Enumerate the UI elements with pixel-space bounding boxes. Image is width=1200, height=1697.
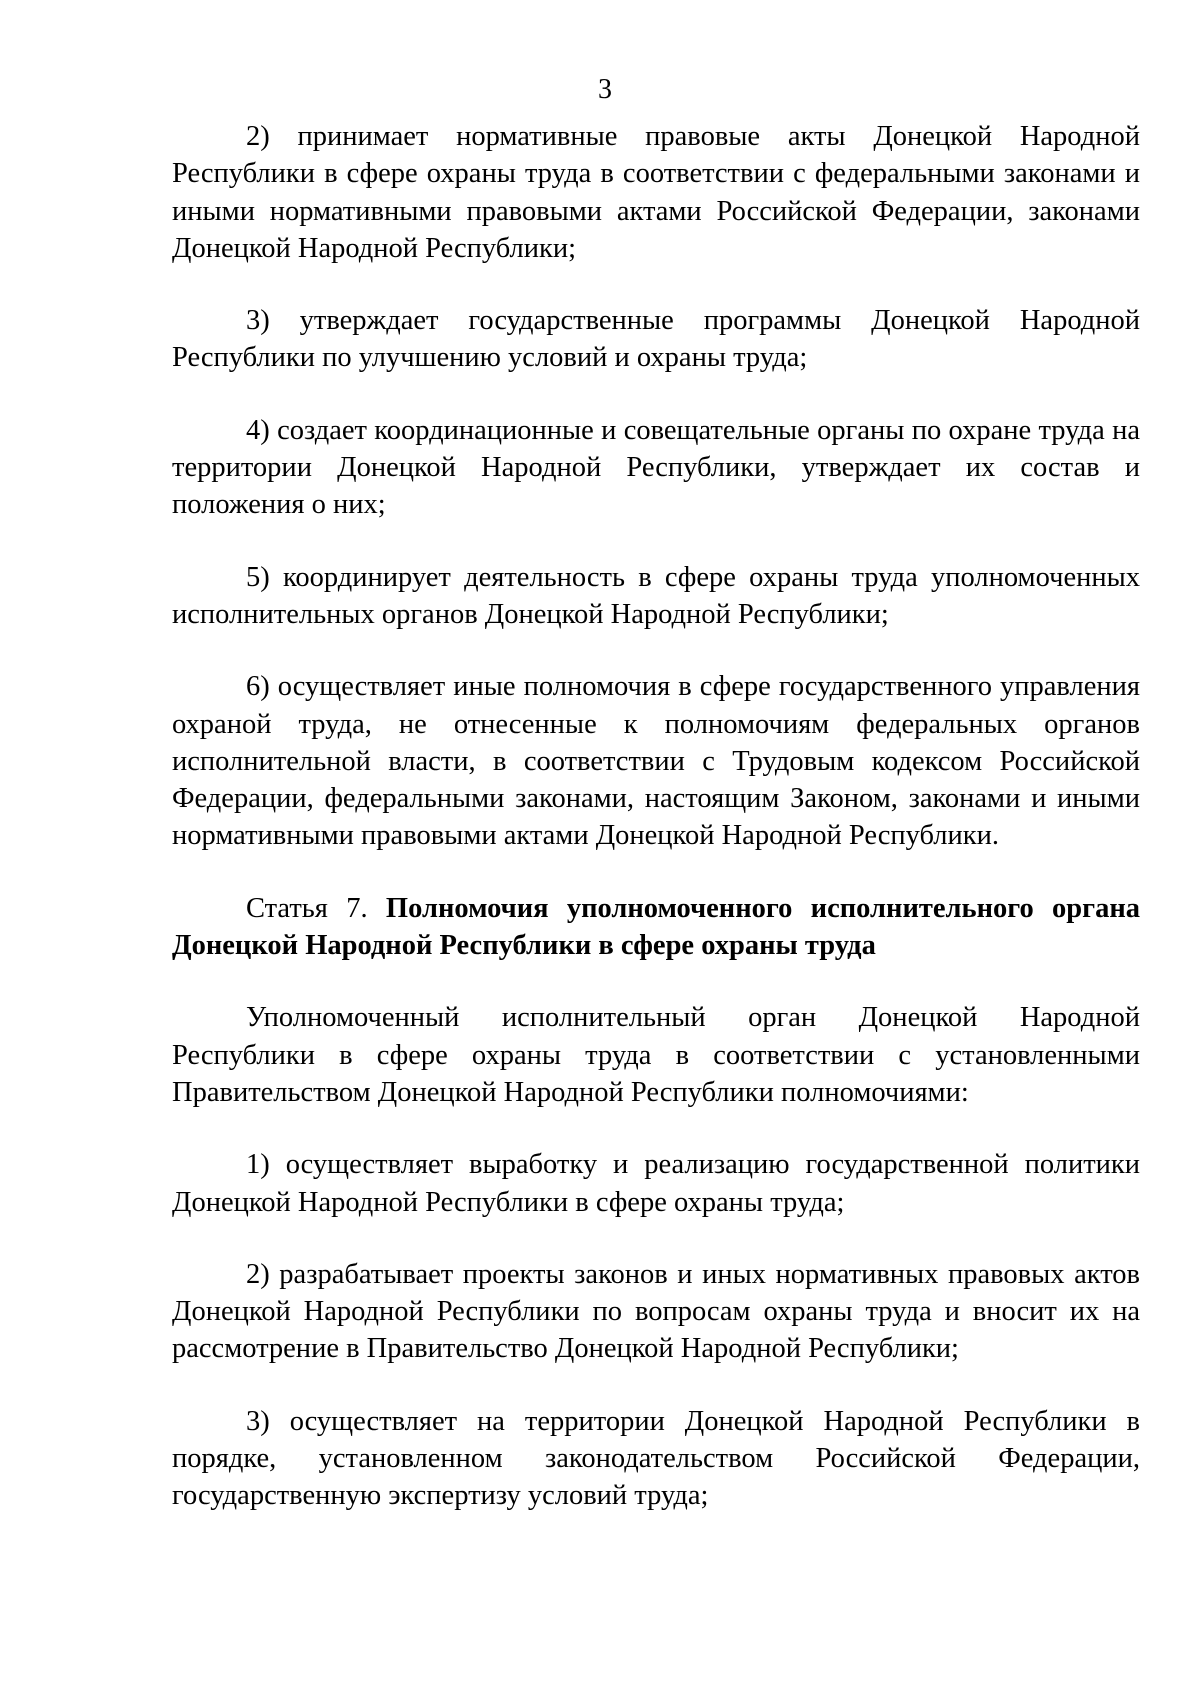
page-number: 3 [598,74,612,105]
article-intro-paragraph: Уполномоченный исполнительный орган Донецкой Народной Республики в сфере охраны труда в соответствии с установленными Правительством Донецкой Народной Республики полномочиями: [172,1002,1140,1108]
article-item-2: 2) разрабатывает проекты законов и иных нормативных правовых актов Донецкой Народной Республики по вопросам охраны труда и вносит их на рассмотрение в Правительство Донецкой Народной Республики; [172,1258,1140,1365]
paragraph-item-3: 3) утверждает государственные программы Донецкой Народной Республики по улучшению условий и охраны труда; [172,305,1140,374]
article-item-1: 1) осуществляет выработку и реализацию государственной политики Донецкой Народной Республики в сфере охраны труда; [172,1149,1140,1218]
article-label: Статья 7. [246,892,368,924]
article-heading [172,890,1140,965]
paragraph-item-5: 5) координирует деятельность в сфере охраны труда уполномоченных исполнительных органов Донецкой Народной Республики; [172,561,1140,630]
paragraph-item-2: 2) принимает нормативные правовые акты Донецкой Народной Республики в сфере охраны труда в соответствии с федеральными законами и иными нормативными правовыми актами Российской Федерации, законами Донецкой Народной Республики; [172,121,1140,264]
article-item-3: 3) осуществляет на территории Донецкой Народной Республики в порядке, установленном законодательством Российской Федерации, государственную экспертизу условий труда; [172,1405,1140,1512]
paragraph-item-6: 6) осуществляет иные полномочия в сфере государственного управления охраной труда, не отнесенные к полномочиям федеральных органов исполнительной власти, в соответствии с Трудовым кодексом Российской Федерации, федеральными законами, настоящим Законом, законами и иными нормативными правовыми актами Донецкой Народной Республики. [172,671,1140,852]
document-body [172,118,1140,1550]
paragraph-item-4: 4) создает координационные и совещательные органы по охране труда на территории Донецкой Народной Республики, утверждает их состав и положения о них; [172,414,1140,521]
article-title: Полномочия уполномоченного исполнительного органа Донецкой Народной Республики в сфере охраны труда [172,892,1141,962]
